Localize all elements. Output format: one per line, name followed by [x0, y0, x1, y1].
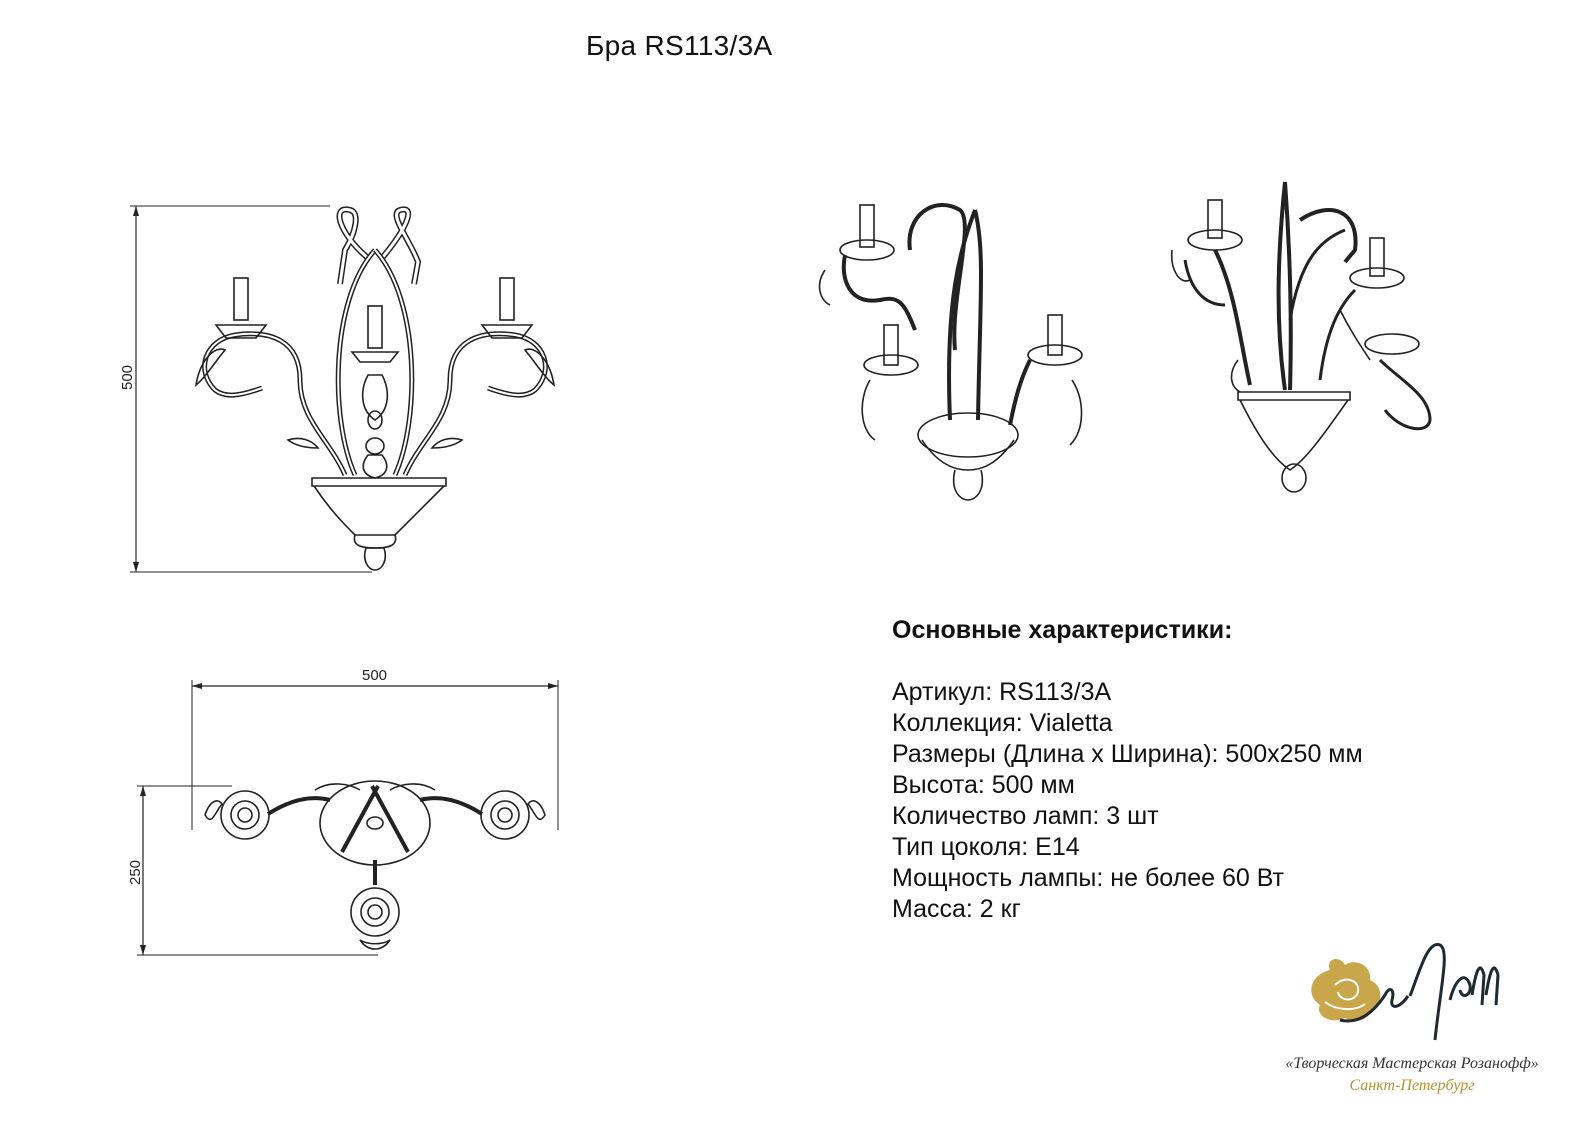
spec-row-socket: Тип цоколя: E14 [892, 833, 1080, 861]
spec-row-dimensions: Размеры (Длина x Ширина): 500x250 мм [892, 740, 1363, 768]
spec-row-power: Мощность лампы: не более 60 Вт [892, 864, 1285, 892]
spec-row-article: Артикул: RS113/3A [892, 678, 1112, 706]
front-view [119, 206, 554, 572]
specs-panel [892, 615, 1363, 925]
spec-row-lamp-count: Количество ламп: 3 шт [892, 802, 1159, 830]
isometric-view-left [820, 205, 1082, 500]
isometric-view-right [1172, 182, 1430, 492]
spec-row-weight: Масса: 2 кг [892, 895, 1021, 923]
brand-logo [1300, 930, 1520, 1050]
specs-heading: Основные характеристики: [892, 616, 1233, 644]
brand-tagline: «Творческая Мастерская Розанофф» [1285, 1055, 1539, 1072]
brand-city: Санкт-Петербург [1349, 1077, 1475, 1094]
top-length-label: 500 [362, 667, 388, 684]
spec-row-height: Высота: 500 мм [892, 771, 1075, 799]
page-title: Бра RS113/3A [586, 30, 773, 61]
top-view [127, 667, 558, 955]
front-height-label: 500 [119, 364, 136, 390]
spec-row-collection: Коллекция: Vialetta [892, 709, 1113, 737]
top-width-label: 250 [127, 859, 144, 885]
